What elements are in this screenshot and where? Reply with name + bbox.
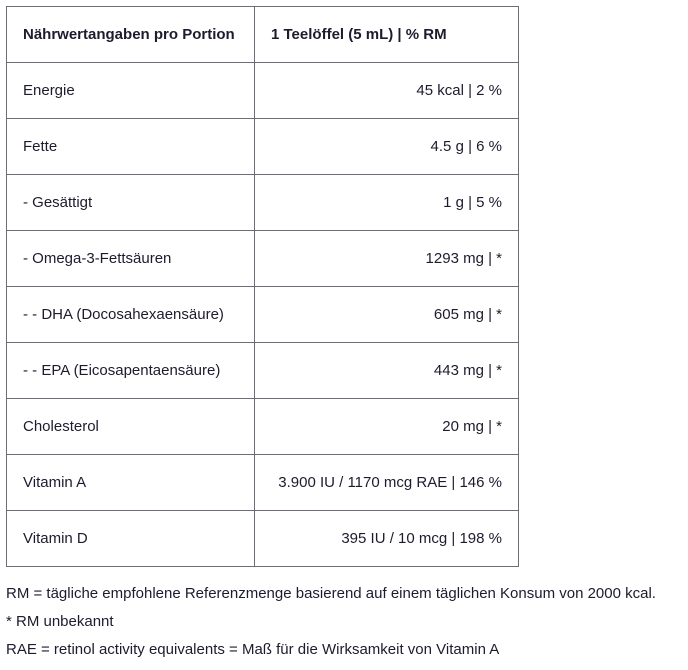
table-row bbox=[7, 175, 519, 231]
nutrient-name: Fette bbox=[7, 119, 255, 175]
table-row bbox=[7, 287, 519, 343]
nutrient-name: - - EPA (Eicosapentaensäure) bbox=[7, 343, 255, 399]
nutrient-value: 1293 mg | * bbox=[255, 231, 519, 287]
header-nutrient: Nährwertangaben pro Portion bbox=[7, 7, 255, 63]
nutrient-name: - - DHA (Docosahexaensäure) bbox=[7, 287, 255, 343]
nutrient-name: - Omega-3-Fettsäuren bbox=[7, 231, 255, 287]
nutrient-value: 395 IU / 10 mcg | 198 % bbox=[255, 511, 519, 567]
table-row bbox=[7, 399, 519, 455]
nutrient-value: 443 mg | * bbox=[255, 343, 519, 399]
nutrient-name: Vitamin D bbox=[7, 511, 255, 567]
footnote-rm: RM = tägliche empfohlene Referenzmenge basierend auf einem täglichen Konsum von 2000 kcal. bbox=[6, 585, 656, 602]
table-row bbox=[7, 511, 519, 567]
table-row bbox=[7, 455, 519, 511]
nutrient-name: Cholesterol bbox=[7, 399, 255, 455]
footnote-rae: RAE = retinol activity equivalents = Maß für die Wirksamkeit von Vitamin A bbox=[6, 641, 500, 658]
table-row bbox=[7, 231, 519, 287]
table-row bbox=[7, 343, 519, 399]
table-row bbox=[7, 119, 519, 175]
nutrient-name: Vitamin A bbox=[7, 455, 255, 511]
nutrient-name: - Gesättigt bbox=[7, 175, 255, 231]
nutrient-value: 3.900 IU / 1170 mcg RAE | 146 % bbox=[255, 455, 519, 511]
table-header-row bbox=[7, 7, 519, 63]
nutrition-table bbox=[6, 6, 519, 567]
footnotes bbox=[6, 580, 656, 664]
nutrient-value: 605 mg | * bbox=[255, 287, 519, 343]
footnote-unknown: * RM unbekannt bbox=[6, 613, 114, 630]
nutrient-value: 4.5 g | 6 % bbox=[255, 119, 519, 175]
header-serving: 1 Teelöffel (5 mL) | % RM bbox=[255, 7, 519, 63]
nutrient-value: 20 mg | * bbox=[255, 399, 519, 455]
nutrient-value: 1 g | 5 % bbox=[255, 175, 519, 231]
nutrient-value: 45 kcal | 2 % bbox=[255, 63, 519, 119]
table-row bbox=[7, 63, 519, 119]
nutrient-name: Energie bbox=[7, 63, 255, 119]
